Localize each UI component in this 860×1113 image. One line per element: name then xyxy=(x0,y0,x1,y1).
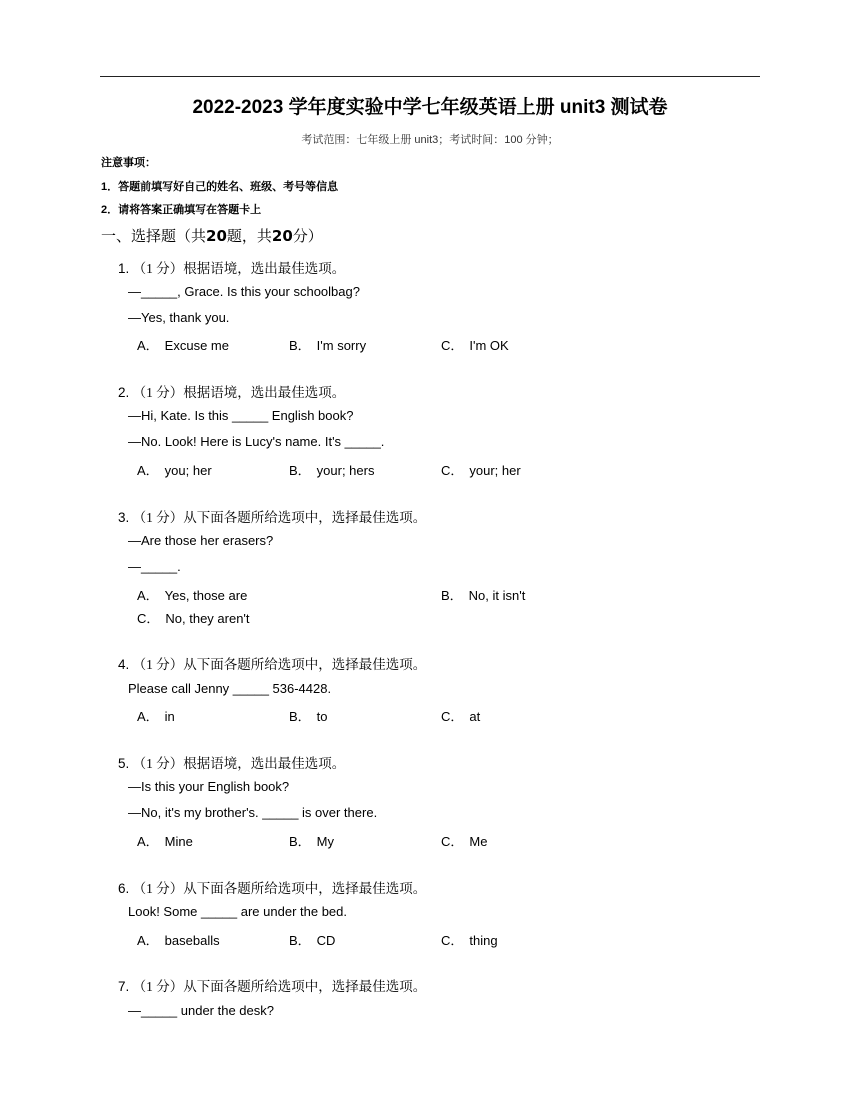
question-line: Please call Jenny _____ 536-4428. xyxy=(128,681,332,696)
option-text: Mine xyxy=(164,834,193,849)
question-line: —_____. xyxy=(128,559,181,574)
option-label: B． xyxy=(289,463,311,478)
question-prompt xyxy=(118,381,345,401)
question-text: （1 分）根据语境，选出最佳选项。 xyxy=(132,756,346,771)
option-text: you; her xyxy=(164,463,212,478)
question-number: 3. xyxy=(118,510,130,525)
option-text: at xyxy=(469,709,481,724)
question-text: （1 分）根据语境，选出最佳选项。 xyxy=(132,261,346,276)
question-prompt xyxy=(118,975,426,995)
option-label: A． xyxy=(137,588,159,603)
question-number: 1. xyxy=(118,261,130,276)
section-heading xyxy=(101,225,323,246)
section-score: 20 xyxy=(271,227,293,245)
question-text: （1 分）从下面各题所给选项中，选择最佳选项。 xyxy=(132,510,427,525)
option-c[interactable] xyxy=(137,608,250,627)
option-b[interactable] xyxy=(289,831,334,850)
option-text: I'm sorry xyxy=(316,338,367,353)
option-text: thing xyxy=(469,933,498,948)
question-prompt xyxy=(118,653,426,673)
question-line: Look! Some _____ are under the bed. xyxy=(128,904,347,919)
question-text: （1 分）根据语境，选出最佳选项。 xyxy=(132,385,346,400)
option-b[interactable] xyxy=(441,585,525,604)
option-c[interactable] xyxy=(441,460,521,479)
option-label: C． xyxy=(441,338,464,353)
question-line: —No, it's my brother's. _____ is over there. xyxy=(128,805,378,820)
option-a[interactable] xyxy=(137,706,175,725)
option-label: C． xyxy=(441,834,464,849)
section-count: 20 xyxy=(206,227,227,245)
option-c[interactable] xyxy=(441,335,509,354)
option-c[interactable] xyxy=(441,706,480,725)
option-label: B． xyxy=(441,588,463,603)
option-text: CD xyxy=(316,933,336,948)
header-rule xyxy=(100,76,760,77)
option-a[interactable] xyxy=(137,585,247,604)
option-text: Excuse me xyxy=(164,338,229,353)
option-label: B． xyxy=(289,709,311,724)
question-line: —Are those her erasers? xyxy=(128,533,274,548)
option-text: My xyxy=(316,834,335,849)
option-label: C． xyxy=(441,463,464,478)
section-suffix: 分） xyxy=(292,227,323,245)
question-prompt xyxy=(118,752,345,772)
option-text: your; her xyxy=(469,463,521,478)
option-text: No, they aren't xyxy=(165,611,250,626)
option-label: A． xyxy=(137,338,159,353)
question-line: —Hi, Kate. Is this _____ English book? xyxy=(128,408,354,423)
option-label: B． xyxy=(289,834,311,849)
option-label: A． xyxy=(137,709,159,724)
notes-heading: 注意事项： xyxy=(101,157,156,169)
option-label: B． xyxy=(289,933,311,948)
question-number: 2. xyxy=(118,385,130,400)
option-label: A． xyxy=(137,463,159,478)
option-text: No, it isn't xyxy=(468,588,526,603)
option-label: A． xyxy=(137,933,159,948)
question-text: （1 分）从下面各题所给选项中，选择最佳选项。 xyxy=(132,979,427,994)
option-text: Yes, those are xyxy=(164,588,248,603)
option-a[interactable] xyxy=(137,831,193,850)
option-a[interactable] xyxy=(137,930,220,949)
option-label: C． xyxy=(137,611,160,626)
question-prompt xyxy=(118,877,426,897)
option-label: B． xyxy=(289,338,311,353)
option-b[interactable] xyxy=(289,335,366,354)
option-b[interactable] xyxy=(289,930,335,949)
option-text: Me xyxy=(469,834,488,849)
option-a[interactable] xyxy=(137,460,212,479)
question-text: （1 分）从下面各题所给选项中，选择最佳选项。 xyxy=(132,657,427,672)
option-label: A． xyxy=(137,834,159,849)
question-number: 4. xyxy=(118,657,130,672)
section-mid: 题，共 xyxy=(226,227,272,245)
option-b[interactable] xyxy=(289,706,328,725)
option-label: C． xyxy=(441,933,464,948)
question-number: 7. xyxy=(118,979,130,994)
option-text: I'm OK xyxy=(469,338,509,353)
option-text: to xyxy=(316,709,328,724)
question-prompt xyxy=(118,506,426,526)
option-a[interactable] xyxy=(137,335,229,354)
section-prefix: 一、选择题（共 xyxy=(101,227,207,245)
question-text: （1 分）从下面各题所给选项中，选择最佳选项。 xyxy=(132,881,427,896)
option-text: baseballs xyxy=(164,933,220,948)
option-label: C． xyxy=(441,709,464,724)
option-b[interactable] xyxy=(289,460,374,479)
question-number: 5. xyxy=(118,756,130,771)
option-text: in xyxy=(164,709,175,724)
question-line: —No. Look! Here is Lucy's name. It's _____. xyxy=(128,434,385,449)
option-c[interactable] xyxy=(441,930,498,949)
question-line: —_____, Grace. Is this your schoolbag? xyxy=(128,284,360,299)
option-text: your; hers xyxy=(316,463,375,478)
option-c[interactable] xyxy=(441,831,487,850)
question-line: —Yes, thank you. xyxy=(128,310,230,325)
question-number: 6. xyxy=(118,881,130,896)
note-item: 1．答题前填写好自己的姓名、班级、考号等信息 xyxy=(101,181,339,193)
note-item: 2．请将答案正确填写在答题卡上 xyxy=(101,204,262,216)
question-line: —Is this your English book? xyxy=(128,779,290,794)
question-line: —_____ under the desk? xyxy=(128,1003,274,1018)
page-title: 2022-2023 学年度实验中学七年级英语上册 unit3 测试卷 xyxy=(192,97,668,118)
question-prompt xyxy=(118,257,345,277)
exam-info: 考试范围：七年级上册 unit3；考试时间：100 分钟； xyxy=(301,134,559,146)
